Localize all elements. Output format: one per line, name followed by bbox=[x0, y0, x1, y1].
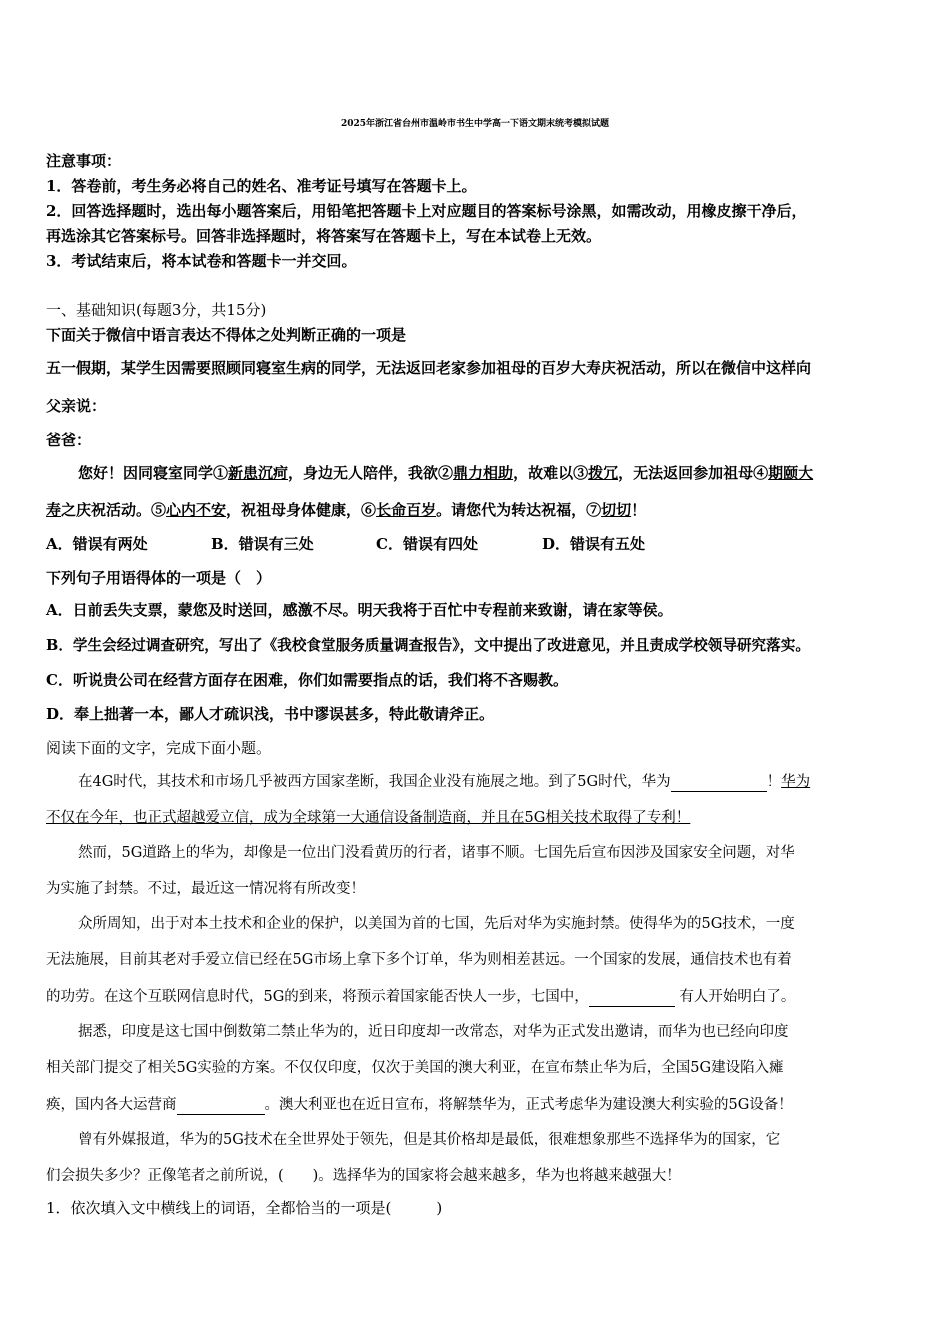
underlined-phrase: 期颐大 bbox=[768, 464, 814, 482]
text: ！ bbox=[766, 774, 782, 790]
letter-body-line bbox=[78, 463, 813, 483]
notice-item: 1．答卷前，考生务必将自己的姓名、准考证号填写在答题卡上。 bbox=[46, 177, 477, 195]
underlined-phrase: 鼎力相助 bbox=[453, 464, 514, 482]
text: ！ bbox=[631, 501, 647, 519]
passage-line: 曾有外媒报道，华为的5G技术在全世界处于领先，但是其价格却是最低，很难想象那些不选择华为的国家，它 bbox=[78, 1132, 781, 1148]
underlined-phrase: 心内不安 bbox=[166, 501, 227, 519]
question-context: 五一假期，某学生因需要照顾同寝室生病的同学，无法返回老家参加祖母的百岁大寿庆祝活动，所以在微信中这样向 bbox=[46, 359, 812, 377]
text: 。澳大利亚也在近日宣布，将解禁华为，正式考虑华为建设澳大利实验的5G设备！ bbox=[264, 1097, 793, 1113]
notice-item: 2．回答选择题时，选出每小题答案后，用铅笔把答题卡上对应题目的答案标号涂黑，如需改动，用橡皮擦干净后， bbox=[46, 202, 807, 220]
question-stem: 下面关于微信中语言表达不得体之处判断正确的一项是 bbox=[46, 326, 407, 344]
notice-item: 再选涂其它答案标号。回答非选择题时，将答案写在答题卡上，写在本试卷上无效。 bbox=[46, 227, 602, 245]
fill-blank[interactable] bbox=[589, 990, 675, 1007]
text: ，故难以③ bbox=[513, 464, 589, 482]
text: 。请您代为转达祝福，⑦ bbox=[436, 501, 602, 519]
reading-intro: 阅读下面的文字，完成下面小题。 bbox=[46, 739, 272, 757]
letter-body-line bbox=[46, 500, 646, 520]
passage-line: 相关部门提交了相关5G实验的方案。不仅仅印度，仅次于美国的澳大利亚，在宣布禁止华为后，全国5G建设陷入瘫 bbox=[46, 1060, 784, 1076]
passage-line: 为实施了封禁。不过，最近这一情况将有所改变！ bbox=[46, 881, 365, 897]
question-context: 父亲说： bbox=[46, 397, 107, 415]
text: 痪，国内各大运营商 bbox=[46, 1097, 177, 1113]
answer-option-b[interactable]: B．学生会经过调查研究，写出了《我校食堂服务质量调查报告》，文中提出了改进意见，并且责成学校领导研究落实。 bbox=[46, 637, 810, 654]
text: ，无法返回参加祖母④ bbox=[618, 464, 769, 482]
underlined-sentence: 华为 bbox=[781, 774, 811, 790]
text: 的功劳。在这个互联网信息时代，5G的到来，将预示着国家能否快人一步，七国中， bbox=[46, 989, 589, 1005]
passage-line bbox=[46, 1095, 793, 1115]
answer-option-c[interactable]: C．听说贵公司在经营方面存在困难，你们如需要指点的话，我们将不吝赐教。 bbox=[46, 671, 568, 689]
underlined-phrase: 新患沉疴 bbox=[228, 464, 289, 482]
question-stem: 下列句子用语得体的一项是（ ） bbox=[46, 569, 272, 587]
fill-blank[interactable] bbox=[671, 775, 767, 792]
answer-option-d[interactable]: D．错误有五处 bbox=[542, 535, 646, 553]
text: 之庆祝活动。⑤ bbox=[61, 501, 167, 519]
answer-option-a[interactable]: A．日前丢失支票，蒙您及时送回，感激不尽。明天我将于百忙中专程前来致谢，请在家等侯。 bbox=[46, 601, 673, 619]
page-title: 2025年浙江省台州市温岭市书生中学高一下语文期末统考模拟试题 bbox=[340, 119, 610, 129]
passage-line bbox=[78, 772, 810, 792]
underlined-phrase: 长命百岁 bbox=[376, 501, 437, 519]
notice-item: 3．考试结束后，将本试卷和答题卡一并交回。 bbox=[46, 252, 357, 270]
question-stem: 1．依次填入文中横线上的词语，全都恰当的一项是( ) bbox=[46, 1199, 443, 1217]
answer-option-a[interactable]: A．错误有两处 bbox=[46, 535, 148, 553]
passage-line: 据悉，印度是这七国中倒数第二禁止华为的，近日印度却一改常态，对华为正式发出邀请，而华为也已经向印度 bbox=[78, 1024, 789, 1040]
text: ，身边无人陪伴，我欲② bbox=[288, 464, 454, 482]
text: ，祝祖母身体健康，⑥ bbox=[226, 501, 377, 519]
text: 在4G时代，其技术和市场几乎被西方国家垄断，我国企业没有施展之地。到了5G时代，华为 bbox=[78, 774, 671, 790]
text: 您好！因同寝室同学① bbox=[78, 464, 229, 482]
letter-greeting: 爸爸： bbox=[46, 431, 92, 449]
passage-line: 然而，5G道路上的华为，却像是一位出门没看黄历的行者，诸事不顺。七国先后宣布因涉及国家安全问题，对华 bbox=[78, 845, 795, 861]
underlined-phrase: 拨冗 bbox=[588, 464, 619, 482]
passage-line bbox=[46, 987, 795, 1007]
underlined-phrase: 寿 bbox=[46, 501, 62, 519]
fill-blank[interactable] bbox=[177, 1098, 265, 1115]
answer-option-c[interactable]: C．错误有四处 bbox=[376, 535, 478, 553]
section-heading: 一、基础知识(每题3分，共15分) bbox=[46, 301, 267, 319]
underlined-phrase: 切切 bbox=[601, 501, 632, 519]
text: 有人开始明白了。 bbox=[679, 989, 796, 1005]
answer-option-d[interactable]: D．奉上拙著一本，鄙人才疏识浅，书中谬误甚多，特此敬请斧正。 bbox=[46, 705, 495, 723]
passage-line: 无法施展，目前其老对手爱立信已经在5G市场上拿下多个订单，华为则相差甚远。一个国家的发展，通信技术也有着 bbox=[46, 952, 792, 968]
passage-line: 众所周知，出于对本土技术和企业的保护，以美国为首的七国，先后对华为实施封禁。使得华为的5G技术，一度 bbox=[78, 916, 795, 932]
answer-option-b[interactable]: B．错误有三处 bbox=[211, 535, 314, 553]
passage-line: 们会损失多少？正像笔者之前所说，( )。选择华为的国家将会越来越多，华为也将越来越强大！ bbox=[46, 1168, 681, 1184]
underlined-sentence: 不仅在今年，也正式超越爱立信，成为全球第一大通信设备制造商，并且在5G相关技术取得了专利！ bbox=[46, 810, 691, 826]
notice-heading: 注意事项： bbox=[46, 152, 122, 170]
